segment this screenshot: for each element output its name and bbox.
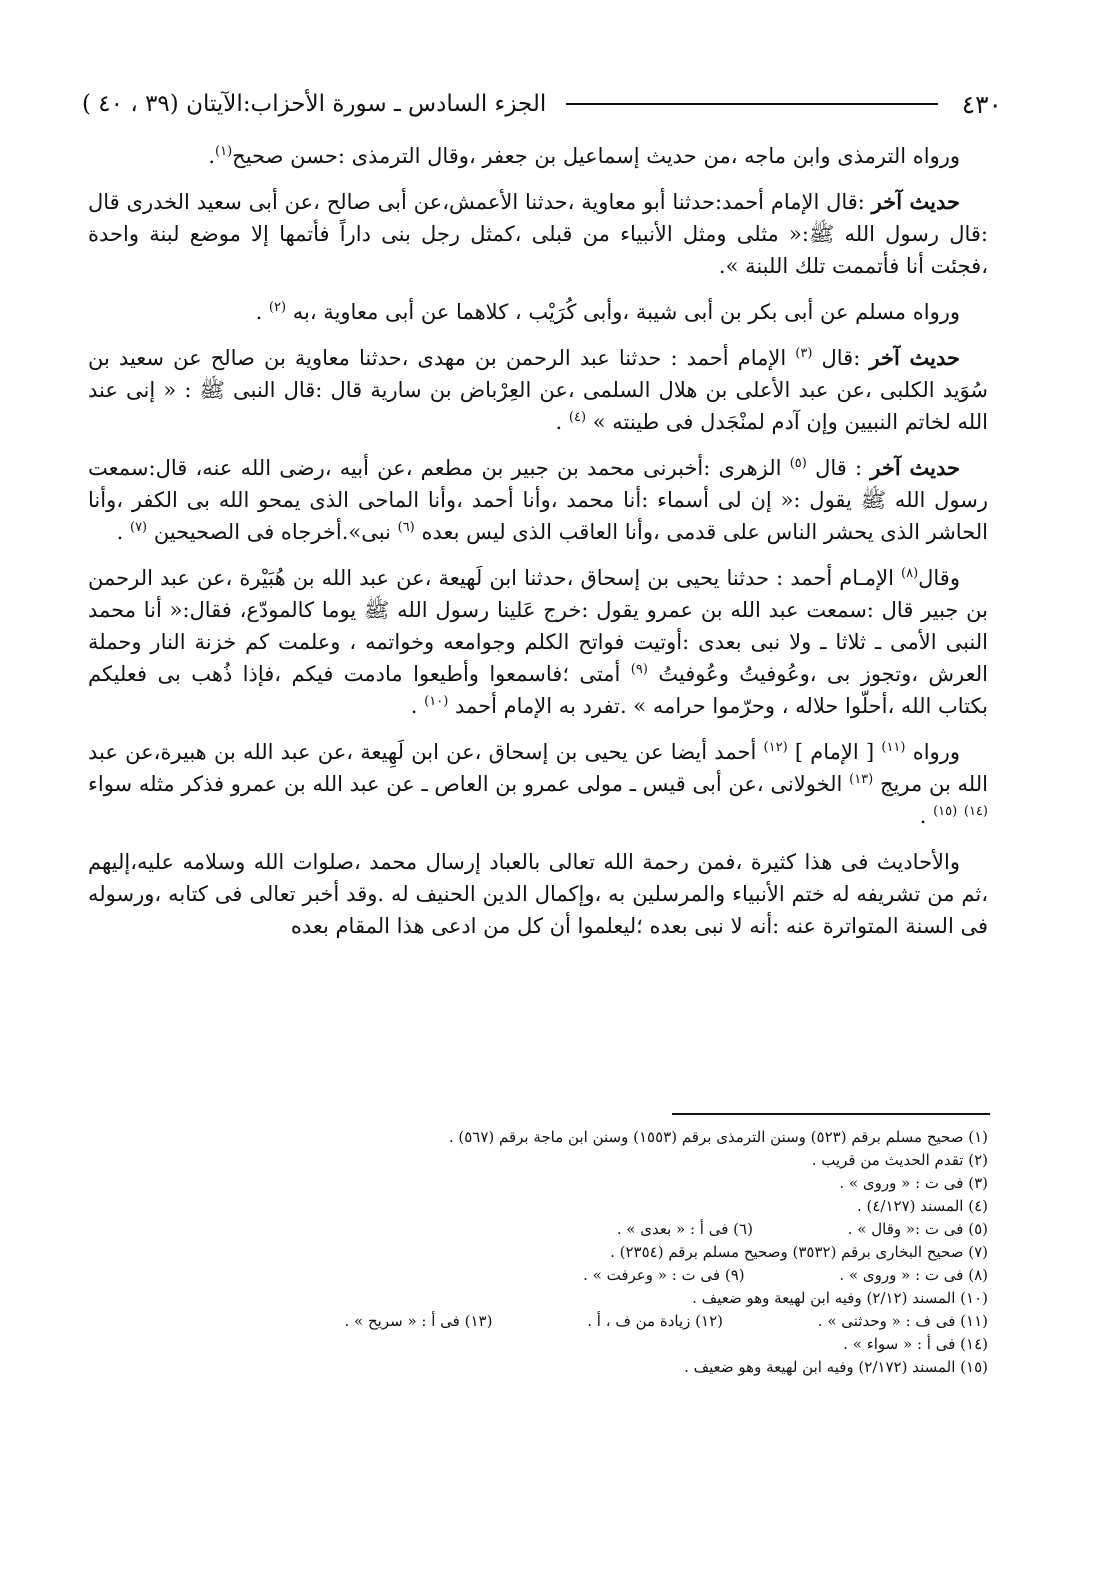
footnote-ref[interactable]: (١٥) (933, 804, 958, 819)
footnote-ref[interactable]: (٤) (568, 410, 587, 425)
footnote-ref[interactable]: (١٤) (963, 804, 988, 819)
paragraph-7 (88, 736, 988, 832)
footnote-11: (١١) فى ف : « وحدثنى » . (817, 1312, 988, 1330)
footnote-9: (٩) فى ت : « وعرفت » . (583, 1266, 745, 1284)
footnote-ref[interactable]: (٧) (129, 520, 148, 535)
footnote-2: (٢) تقدم الحديث من قريب . (811, 1151, 988, 1169)
footnote-rule (672, 1113, 990, 1115)
paragraph-text: : قال (815, 456, 863, 480)
section-lead: حديث آخر (871, 189, 960, 214)
footnote-ref[interactable]: (١١) (881, 740, 906, 755)
paragraph-text: الإمـام أحمد : حدثنا يحيى بن إسحاق ،حدثنا ابن لَهيعة ،عن عبد الله بن هُبَيْرة ،عن عبد الرحمن بن جبير قال :سمعت عبد الله بن عمرو يقول :خرج عَلينا رسول الله ﷺ يوما كالمودّع، فقال:« أنا محمد النبى الأمى ـ ثلاثا ـ ولا نبى بعدى :أوتيت فواتح الكلم وجوامعه وخواتمه ، وعلمت كم خزنة النار وحملة العرش ،وتجوز بى ،وعُوفيتُ وعُوفيتُ (88, 566, 988, 686)
paragraph-text: ورواه الترمذى وابن ماجه ،من حديث إسماعيل بن جعفر ،وقال الترمذى :حسن صحيح (232, 144, 960, 168)
punctuation: . (555, 410, 569, 434)
footnote-15: (١٥) المسند (٢/١٧٢) وفيه ابن لهيعة وهو ضعيف . (684, 1358, 988, 1376)
footnote-ref[interactable]: (١٠) (424, 694, 449, 709)
footnote-10: (١٠) المسند (٢/١٢) وفيه ابن لهيعة وهو ضعيف . (692, 1289, 988, 1307)
footnote-4: (٤) المسند (٤/١٢٧) . (856, 1197, 988, 1215)
footnote-row-8-9 (150, 1264, 988, 1287)
punctuation: . (208, 144, 216, 168)
footnote-1: (١) صحيح مسلم برقم (٥٢٣) وسنن الترمذى برقم (١٥٥٣) وسنن ابن ماجة برقم (٥٦٧) . (448, 1128, 988, 1146)
running-header (82, 84, 1002, 124)
footnote-row-5-6 (150, 1218, 988, 1241)
paragraph-text: ورواه مسلم عن أبى بكر بن أبى شيبة ،وأبى كُرَيْب ، كلاهما عن أبى معاوية ،به (292, 300, 960, 324)
footnote-ref[interactable]: (٩) (630, 662, 648, 677)
paragraph-text: ورواه (912, 740, 960, 764)
footnote-ref[interactable]: (٥) (789, 456, 807, 471)
paragraph-text: نبى».أخرجاه فى الصحيحين (153, 520, 391, 544)
paragraph-text: وقال (918, 566, 960, 590)
section-lead: حديث آخر (870, 455, 960, 480)
footnote-ref[interactable]: (٢) (268, 300, 287, 315)
footnote-13: (١٣) فى أ : « سريح » . (344, 1312, 493, 1330)
punctuation: . (410, 694, 425, 718)
punctuation: . (919, 804, 934, 828)
paragraph-text: والأحاديث فى هذا كثيرة ،فمن رحمة الله تعالى بالعباد إرسال محمد ،صلوات الله وسلامه عليه،إليهم ،ثم من تشريفه له ختم الأنبياء والمرسلين به ،وإكمال الدين الحنيف له .وقد أخبر تعالى فى كتابه ،ورسوله فى السنة المتواترة عنه :أنه لا نبى بعده ؛ليعلموا أن كل من ادعى هذا المقام بعده (88, 850, 988, 938)
paragraph-1 (88, 140, 988, 172)
footnote-3: (٣) فى ت : « وروى » . (839, 1174, 988, 1192)
running-title: الجزء السادس ـ سورة الأحزاب:الآيتان (٣٩ ، ٤٠ ) (82, 91, 547, 117)
footnote-row-11-13 (150, 1310, 988, 1333)
footnotes (150, 1126, 988, 1379)
paragraph-2 (88, 186, 988, 282)
paragraph-text: الإمام أحمد : حدثنا عبد الرحمن بن مهدى ،حدثنا معاوية بن صالح عن سعيد بن سُوَيد الكلبى ،عن عبد الأعلى بن هلال السلمى ،عن العِرْباض بن سارية قال :قال النبى ﷺ : « إنى عند الله لخاتم النبيين وإن آدم لمنْجَدل فى طينته » (88, 346, 988, 434)
punctuation: . (255, 300, 269, 324)
footnote-ref[interactable]: (١) (215, 144, 233, 159)
footnote-14: (١٤) فى أ : « سواء » . (843, 1335, 988, 1353)
page-number: ٤٣٠ (961, 89, 1002, 119)
paragraph-text: :قال الإمام أحمد:حدثنا أبو معاوية ،حدثنا الأعمش،عن أبى صالح ،عن أبى سعيد الخدرى قال :قال رسول الله ﷺ:« مثلى ومثل الأنبياء من قبلى ،كمثل رجل بنى داراً فأتمها إلا موضع لبنة واحدة ،فجئت أنا فأتممت تلك اللبنة ». (88, 190, 988, 278)
footnote-ref[interactable]: (١٢) (763, 740, 788, 755)
footnote-5: (٥) فى ت :« وقال » . (847, 1220, 988, 1238)
paragraph-5 (88, 452, 988, 548)
paragraph-text: أمتى ؛فاسمعوا وأطيعوا مادمت فيكم ،فإذا ذُهب بى فعليكم بكتاب الله ،أحلّوا حلاله ، وحرّموا حرامه » .تفرد به الإمام أحمد (88, 662, 988, 718)
footnote-ref[interactable]: (٨) (901, 566, 919, 581)
footnote-8: (٨) فى ت : « وروى » . (839, 1266, 988, 1284)
footnote-ref[interactable]: (٦) (397, 520, 415, 535)
footnote-7: (٧) صحيح البخارى برقم (٣٥٣٢) وصحيح مسلم برقم (٢٣٥٤) . (610, 1243, 988, 1261)
paragraph-6 (88, 562, 988, 722)
paragraph-4 (88, 342, 988, 438)
section-lead: حديث آخر (869, 345, 960, 370)
paragraph-text: الخولانى ،عن أبى قيس ـ مولى عمرو بن العاص ـ عن عبد الله بن عمرو فذكر مثله سواء (88, 772, 843, 796)
main-text (88, 140, 988, 956)
paragraph-text: أحمد أيضا عن يحيى بن إسحاق ،عن ابن لَهِيعة ،عن عبد الله بن هبيرة،عن عبد الله بن مريج (88, 740, 988, 796)
header-rule (566, 103, 937, 105)
footnote-ref[interactable]: (٣) (795, 346, 813, 361)
footnote-ref[interactable]: (١٣) (849, 772, 874, 787)
paragraph-3 (88, 296, 988, 328)
paragraph-text: [ الإمام ] (794, 740, 875, 764)
footnote-12: (١٢) زيادة من ف ، أ . (587, 1312, 723, 1330)
paragraph-text: :قال (821, 346, 861, 370)
paragraph-text: الزهرى :أخبرنى محمد بن جبير بن مطعم ،عن أبيه ،رضى الله عنه، قال:سمعت رسول الله ﷺ يقول :« إن لى أسماء :أنا محمد ،وأنا أحمد ،وأنا الماحى الذى يمحو الله بى الكفر ،وأنا الحاشر الذى يحشر الناس على قدمى ،وأنا العاقب الذى ليس بعده (88, 456, 988, 544)
paragraph-8 (88, 846, 988, 942)
punctuation: . (116, 520, 130, 544)
footnote-6: (٦) فى أ : « بعدى » . (616, 1220, 753, 1238)
